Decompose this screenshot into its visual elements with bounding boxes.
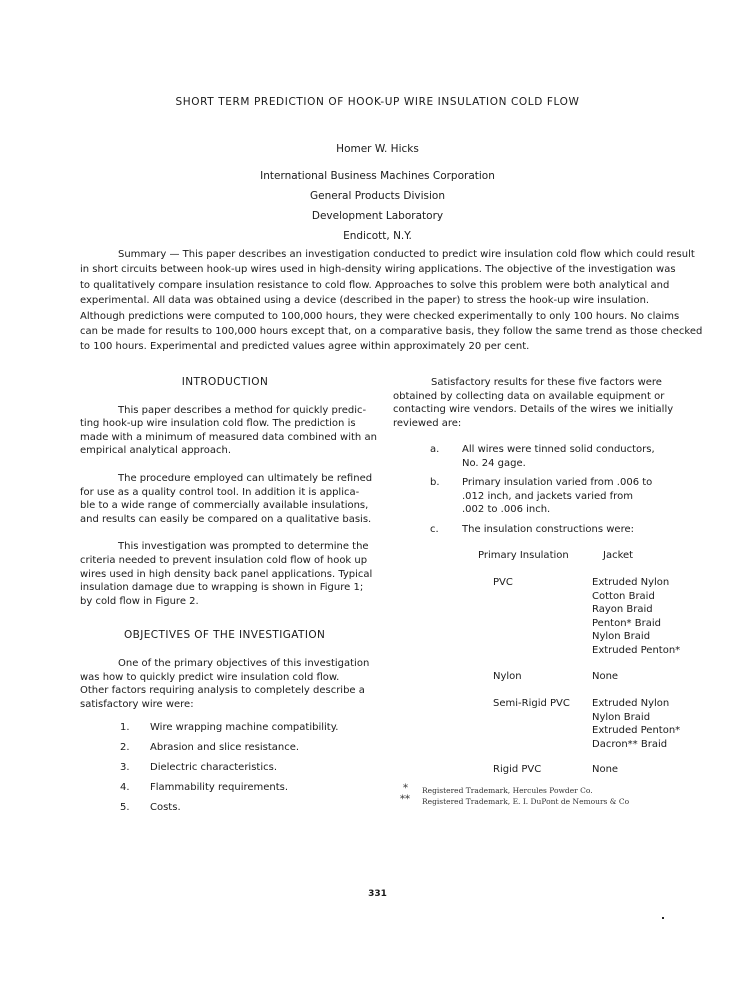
summary-line: experimental. All data was obtained using a device (described in the paper) to stress the hook-up wire insulation.	[80, 295, 650, 307]
list-text: Costs.	[150, 802, 181, 813]
list-text: Dielectric characteristics.	[150, 762, 278, 773]
jacket-value: None	[592, 764, 619, 775]
table-primary-semi-rigid-pvc: Semi-Rigid PVC	[493, 698, 570, 709]
summary-line: Summary — This paper describes an investigation conducted to predict wire insulation cold flow which could result	[118, 249, 695, 260]
list-number: 1.	[120, 722, 130, 733]
text-line: .002 to .006 inch.	[462, 504, 551, 516]
jacket-value: Extruded Nylon	[592, 698, 670, 709]
table-jackets-pvc	[592, 576, 680, 657]
detail-item-c	[430, 523, 690, 537]
text-line: One of the primary objectives of this investigation	[118, 658, 370, 669]
summary-line: to 100 hours. Experimental and predicted values agree within approximately 20 per cent.	[80, 341, 530, 353]
item-label: a.	[430, 444, 440, 455]
jacket-value: Rayon Braid	[592, 604, 653, 615]
summary-line: in short circuits between hook-up wires used in high-density wiring applications. The objective of the investigation was	[80, 264, 676, 276]
affiliation-lab: Development Laboratory	[311, 210, 444, 222]
jacket-value: Extruded Penton*	[592, 725, 681, 736]
jacket-value: Nylon Braid	[592, 631, 651, 642]
item-label: c.	[430, 524, 439, 535]
text-line: This paper describes a method for quickly predic-	[118, 404, 367, 416]
list-number: 4.	[120, 782, 130, 793]
list-number: 3.	[120, 762, 130, 773]
jacket-value: None	[592, 671, 619, 682]
text-line: obtained by collecting data on available equipment or	[393, 390, 665, 402]
affiliation-company: International Business Machines Corporation	[260, 170, 495, 182]
footnote-mark: *	[403, 783, 408, 794]
list-number: 5.	[120, 802, 130, 813]
text-line: was how to quickly predict wire insulation cold flow.	[80, 671, 340, 683]
detail-item-b	[430, 476, 690, 517]
table-primary-nylon: Nylon	[493, 671, 522, 682]
jacket-value: Extruded Nylon	[592, 577, 670, 588]
intro-paragraph-1	[80, 404, 377, 458]
summary-line: Although predictions were computed to 100,000 hours, they were checked experimentally to only 100 hours. No claims	[80, 310, 680, 322]
page-number: 331	[368, 889, 387, 899]
right-paragraph	[393, 376, 693, 430]
paper-title: SHORT TERM PREDICTION OF HOOK-UP WIRE INSULATION COLD FLOW	[175, 96, 580, 108]
intro-paragraph-3	[80, 540, 373, 608]
table-header-primary: Primary Insulation	[478, 550, 569, 561]
text-line: All wires were tinned solid conductors,	[462, 444, 655, 455]
left-column	[80, 376, 377, 608]
table-jackets-rigid-pvc	[592, 763, 618, 777]
scan-speck	[662, 917, 664, 919]
text-line: Satisfactory results for these five factors were	[431, 377, 662, 388]
text-line: satisfactory wire were:	[80, 698, 194, 710]
text-line: .012 inch, and jackets varied from	[462, 490, 633, 502]
text-line: No. 24 gage.	[462, 457, 526, 469]
jacket-value: Cotton Braid	[592, 590, 655, 602]
author-name: Homer W. Hicks	[336, 143, 419, 155]
jacket-value: Dacron** Braid	[592, 738, 668, 750]
text-line: Primary insulation varied from .006 to	[462, 477, 653, 488]
text-line: contacting wire vendors. Details of the wires we initially	[393, 404, 674, 416]
text-line: The procedure employed can ultimately be refined	[118, 472, 373, 484]
table-jackets-nylon	[592, 670, 618, 684]
intro-paragraph-2	[80, 472, 373, 526]
table-header-jacket: Jacket	[603, 550, 634, 561]
item-label: b.	[430, 477, 440, 488]
summary-line: to qualitatively compare insulation resistance to cold flow. Approaches to solve this problem were both analytical and	[80, 279, 670, 291]
list-text: Flammability requirements.	[150, 782, 289, 793]
jacket-value: Nylon Braid	[592, 711, 651, 723]
list-number: 2.	[120, 742, 130, 753]
table-primary-rigid-pvc: Rigid PVC	[493, 764, 542, 775]
footnote-mark: **	[400, 794, 410, 805]
text-line: empirical analytical approach.	[80, 445, 232, 457]
text-line: ble to a wide range of commercially available insulations,	[80, 500, 369, 512]
text-line: for use as a quality control tool. In addition it is applica-	[80, 486, 360, 498]
objectives-heading: OBJECTIVES OF THE INVESTIGATION	[124, 629, 326, 641]
text-line: criteria needed to prevent insulation cold flow of hook up	[80, 554, 368, 566]
text-line: The insulation constructions were:	[462, 524, 635, 535]
list-text: Abrasion and slice resistance.	[150, 742, 300, 753]
table-jackets-semi-rigid-pvc	[592, 697, 680, 751]
summary-abstract	[80, 247, 703, 355]
jacket-value: Extruded Penton*	[592, 644, 681, 656]
text-line: reviewed are:	[393, 417, 462, 429]
text-line: insulation damage due to wrapping is shown in Figure 1;	[80, 582, 364, 594]
text-line: ting hook-up wire insulation cold flow. The prediction is	[80, 418, 356, 430]
jacket-value: Penton* Braid	[592, 617, 661, 629]
list-text: Wire wrapping machine compatibility.	[150, 722, 339, 733]
text-line: made with a minimum of measured data combined with an	[80, 431, 377, 443]
summary-line: can be made for results to 100,000 hours except that, on a comparative basis, they follow the same trend as those checked	[80, 326, 703, 338]
affiliation-location: Endicott, N.Y.	[343, 230, 412, 242]
table-primary-pvc: PVC	[493, 577, 513, 588]
objectives-paragraph	[80, 657, 370, 711]
detail-item-a	[430, 443, 690, 470]
text-line: This investigation was prompted to determine the	[118, 541, 369, 553]
text-line: by cold flow in Figure 2.	[80, 595, 199, 607]
affiliation-division: General Products Division	[310, 190, 445, 202]
introduction-heading: INTRODUCTION	[181, 376, 269, 388]
footnote-text: Registered Trademark, E. I. DuPont de Nemours & Co	[422, 797, 630, 806]
text-line: and results can easily be compared on a qualitative basis.	[80, 513, 372, 525]
footnote-text: Registered Trademark, Hercules Powder Co.	[422, 786, 593, 795]
text-line: Other factors requiring analysis to completely describe a	[80, 685, 365, 697]
text-line: wires used in high density back panel applications. Typical	[80, 568, 373, 580]
